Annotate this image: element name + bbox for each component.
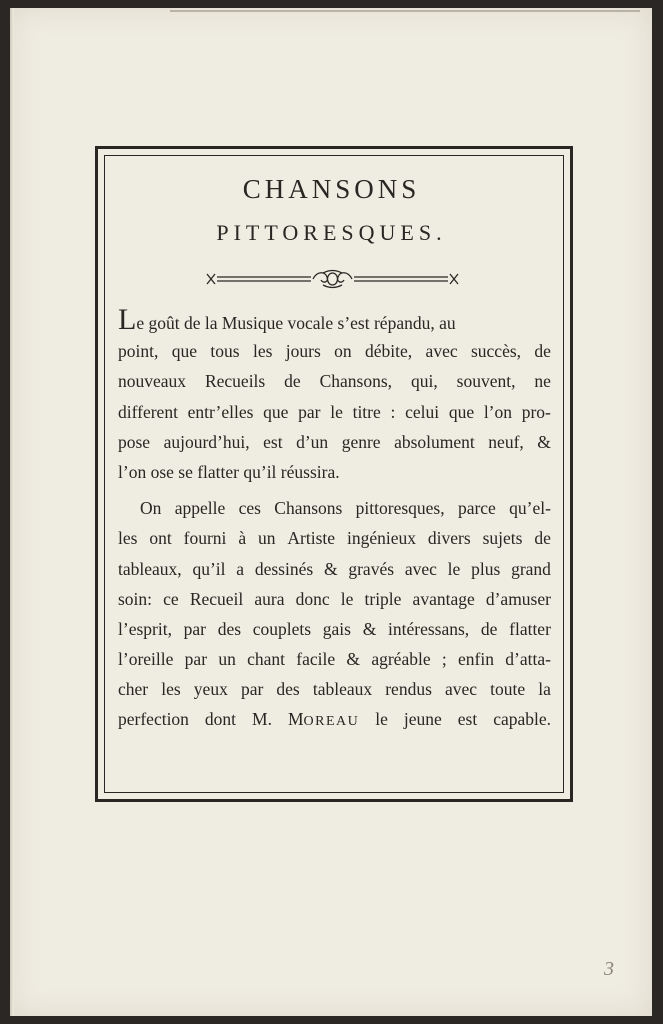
text-line: l’oreille par un chant facile & agréable ; enfin d’atta- bbox=[118, 649, 551, 670]
title-line-1: CHANSONS bbox=[242, 174, 421, 204]
text-line: Le goût de la Musique vocale s’est répandu, au bbox=[118, 303, 456, 336]
page-top-edge bbox=[170, 10, 640, 12]
text-line: On appelle ces Chansons pittoresques, parce qu’el- bbox=[140, 498, 551, 519]
page-gutter-shadow bbox=[10, 8, 14, 1016]
text-line: l’on ose se flatter qu’il réussira. bbox=[118, 461, 340, 482]
page-number: 3 bbox=[604, 958, 614, 980]
text-line: different entr’elles que par le titre : celui que l’on pro- bbox=[118, 401, 551, 422]
text-line: tableaux, qu’il a dessinés & gravés avec le plus grand bbox=[118, 558, 551, 579]
text-line: pose aujourd’hui, est d’un genre absolument neuf, & bbox=[118, 431, 551, 452]
text-line: les ont fourni à un Artiste ingénieux divers sujets de bbox=[118, 528, 551, 549]
title-line-2: PITTORESQUES. bbox=[216, 220, 447, 245]
text-line: cher les yeux par des tableaux rendus avec toute la bbox=[118, 679, 551, 700]
body-text bbox=[118, 303, 551, 735]
text-line: nouveaux Recueils de Chansons, qui, souvent, ne bbox=[118, 371, 551, 392]
fleuron-divider-icon bbox=[205, 268, 460, 290]
text-line: perfection dont M. MOREAU le jeune est capable. bbox=[118, 709, 551, 730]
drop-cap: L bbox=[118, 303, 137, 336]
text-line: point, que tous les jours on débite, avec succès, de bbox=[118, 341, 551, 362]
text-line: l’esprit, par des couplets gais & intéressans, de flatter bbox=[118, 618, 551, 639]
text-line: soin: ce Recueil aura donc le triple avantage d’amuser bbox=[118, 588, 551, 609]
